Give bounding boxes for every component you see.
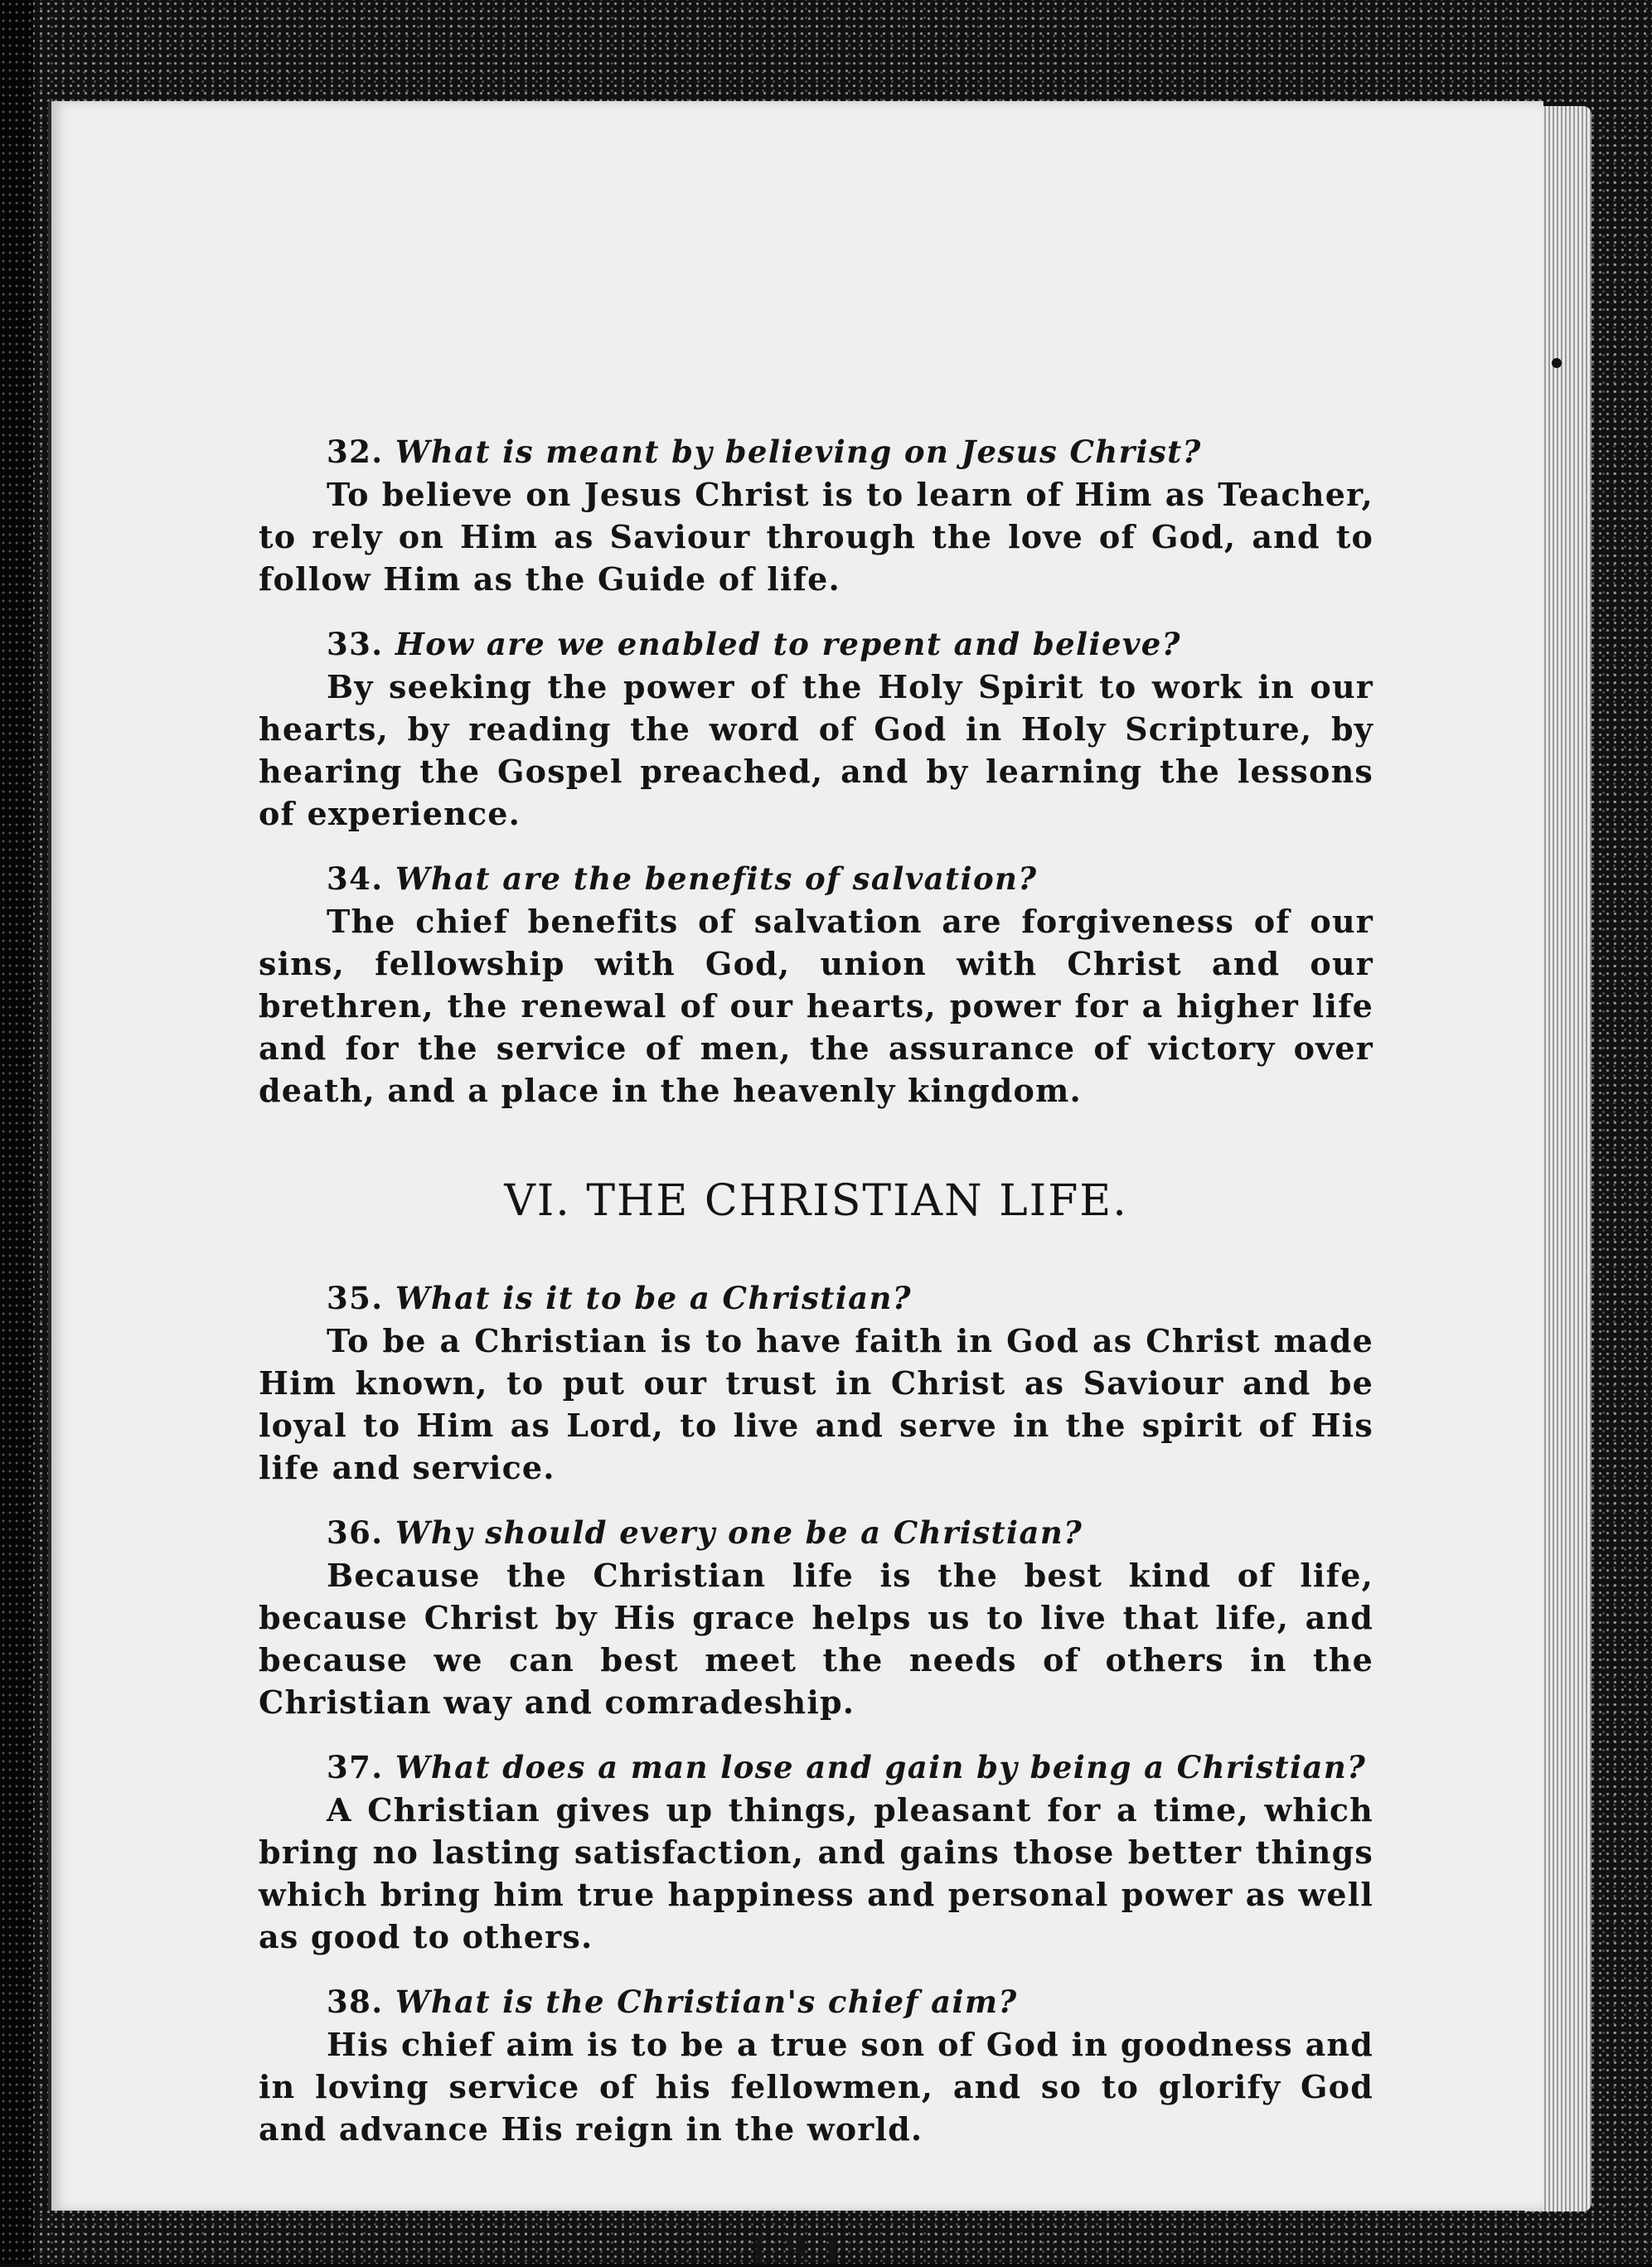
question-text: How are we enabled to repent and believe? bbox=[395, 626, 1181, 662]
question-text: What are the benefits of salvation? bbox=[395, 860, 1038, 897]
question-number: 35. bbox=[327, 1280, 384, 1316]
question-text: What does a man lose and gain by being a Christian? bbox=[395, 1749, 1367, 1785]
question-37 bbox=[259, 1746, 1373, 1789]
question-35 bbox=[259, 1277, 1373, 1320]
question-number: 36. bbox=[327, 1514, 384, 1551]
answer-35: To be a Christian is to have faith in God as Christ made Him known, to put our trust in Christ as Saviour and be loyal to Him as Lord, to live and serve in the spirit of His life and service. bbox=[259, 1322, 1373, 1486]
question-number: 37. bbox=[327, 1749, 384, 1785]
question-text: What is it to be a Christian? bbox=[395, 1280, 912, 1316]
catechism-item-35 bbox=[259, 1277, 1373, 1489]
question-36 bbox=[259, 1512, 1373, 1554]
book-spine bbox=[0, 0, 33, 2264]
question-text: What is the Christian's chief aim? bbox=[395, 1984, 1018, 2020]
question-number: 32. bbox=[327, 434, 384, 470]
question-number: 38. bbox=[327, 1984, 384, 2020]
section-heading: VI. THE CHRISTIAN LIFE. bbox=[504, 1176, 1128, 1226]
answer-37: A Christian gives up things, pleasant for a time, which bring no lasting satisfaction, and gains those better things which bring him true happiness and personal power as well as good to others. bbox=[259, 1791, 1373, 1955]
catechism-item-32 bbox=[259, 431, 1373, 600]
catechism-item-36 bbox=[259, 1512, 1373, 1723]
question-text: What is meant by believing on Jesus Christ? bbox=[395, 434, 1202, 470]
question-38 bbox=[259, 1981, 1373, 2023]
question-34 bbox=[259, 858, 1373, 900]
catechism-item-37 bbox=[259, 1746, 1373, 1958]
answer-38: His chief aim is to be a true son of God in goodness and in loving service of his fellowmen, and so to glorify God and advance His reign in the world. bbox=[259, 2026, 1373, 2148]
answer-33: By seeking the power of the Holy Spirit to work in our hearts, by reading the word of God in Holy Scripture, by hearing the Gospel preached, and by learning the lessons of experience. bbox=[259, 668, 1373, 832]
question-number: 34. bbox=[327, 860, 384, 897]
question-33 bbox=[259, 623, 1373, 666]
answer-36: Because the Christian life is the best kind of life, because Christ by His grace helps us to live that life, and because we can best meet the needs of others in the Christian way and comradeship. bbox=[259, 1557, 1373, 1721]
page-mark bbox=[1552, 358, 1562, 368]
page-content bbox=[259, 431, 1373, 2173]
catechism-item-34 bbox=[259, 858, 1373, 1112]
page-number: [ 9 ] bbox=[752, 2230, 843, 2267]
book-page bbox=[48, 101, 1543, 2267]
question-number: 33. bbox=[327, 626, 384, 662]
catechism-item-33 bbox=[259, 623, 1373, 835]
answer-32: To believe on Jesus Christ is to learn of Him as Teacher, to rely on Him as Saviour through the love of God, and to follow Him as the Guide of life. bbox=[259, 476, 1373, 598]
catechism-item-38 bbox=[259, 1981, 1373, 2150]
question-text: Why should every one be a Christian? bbox=[395, 1514, 1083, 1551]
answer-34: The chief benefits of salvation are forgiveness of our sins, fellowship with God, union with Christ and our brethren, the renewal of our hearts, power for a higher life and for the service of men, the assurance of victory over death, and a place in the heavenly kingdom. bbox=[259, 903, 1373, 1109]
question-32 bbox=[259, 431, 1373, 473]
